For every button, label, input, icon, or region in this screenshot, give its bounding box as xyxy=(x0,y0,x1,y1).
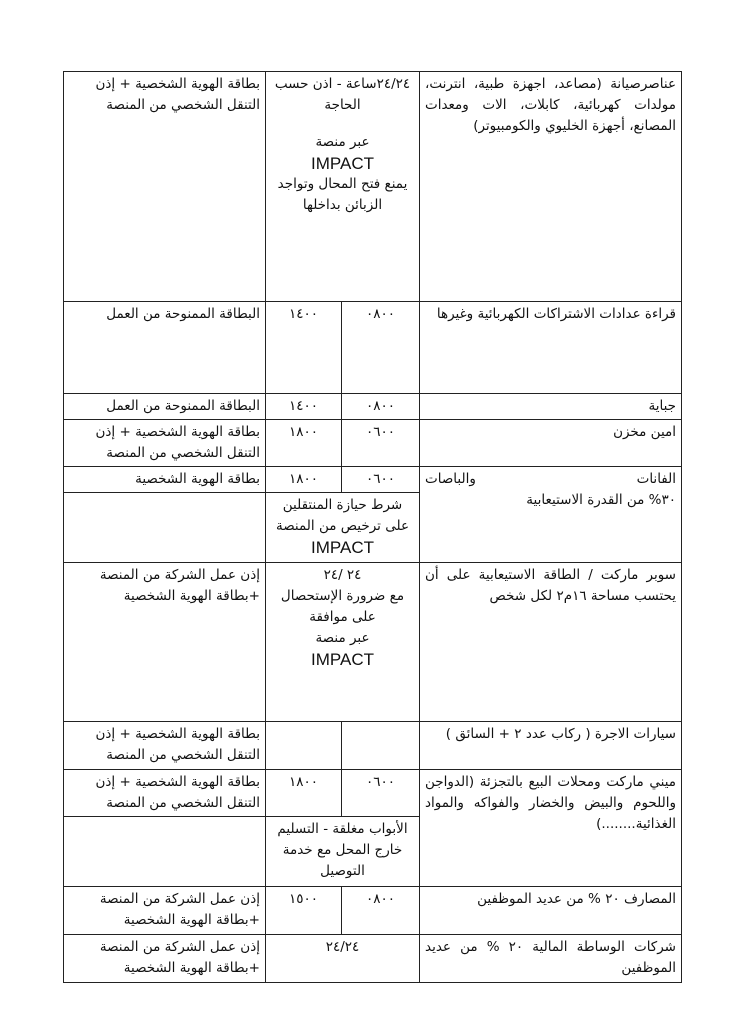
table-row xyxy=(64,563,682,722)
table-row xyxy=(64,72,682,302)
document-cell: بطاقة الهوية الشخصية xyxy=(64,467,266,493)
hours-cell xyxy=(266,72,420,302)
start-time-cell: ٠٨٠٠ xyxy=(342,302,420,394)
activity-cell: عناصرصيانة (مصاعد، اجهزة طبية، انترنت، مولدات كهربائية، كابلات، الات ومعدات المصانع، أجهزة الخليوي والكومبيوتر) xyxy=(420,72,682,302)
start-time-cell: ٠٦٠٠ xyxy=(342,770,420,817)
document-cell: إذن عمل الشركة من المنصة +بطاقة الهوية الشخصية xyxy=(64,935,266,983)
empty-cell xyxy=(64,493,266,563)
activity-cell xyxy=(420,467,682,563)
start-time-cell: ٠٦٠٠ xyxy=(342,420,420,467)
activity-cell: قراءة عدادات الاشتراكات الكهربائية وغيرها xyxy=(420,302,682,394)
activity-cell: ميني ماركت ومحلات البيع بالتجزئة (الدواجن واللحوم والبيض والخضار والفواكه والمواد الغذائية........) xyxy=(420,770,682,887)
document-cell: إذن عمل الشركة من المنصة +بطاقة الهوية الشخصية xyxy=(64,887,266,935)
start-time-cell: ٠٨٠٠ xyxy=(342,394,420,420)
table-row xyxy=(64,467,682,493)
platform-name: IMPACT xyxy=(311,154,374,173)
platform-name: IMPACT xyxy=(311,650,374,669)
platform-name: IMPACT xyxy=(311,538,374,557)
table-row xyxy=(64,420,682,467)
hours-text: ٢٤/٢٤ساعة - اذن حسب الحاجة xyxy=(274,76,411,113)
start-time-cell xyxy=(342,722,420,770)
end-time-cell: ١٨٠٠ xyxy=(266,420,342,467)
activity-cell: شركات الوساطة المالية ٢٠ % من عديد الموظفين xyxy=(420,935,682,983)
table-row xyxy=(64,770,682,817)
document-cell: البطاقة الممنوحة من العمل xyxy=(64,394,266,420)
document-cell: بطاقة الهوية الشخصية + إذن التنقل الشخصي من المنصة xyxy=(64,72,266,302)
activity-cell: سيارات الاجرة ( ركاب عدد ٢ + السائق ) xyxy=(420,722,682,770)
condition-cell: الأبواب مغلقة - التسليم خارج المحل مع خدمة التوصيل xyxy=(266,817,420,887)
capacity-text: ٣٠% من القدرة الاستيعابية xyxy=(526,492,676,508)
document-cell: بطاقة الهوية الشخصية + إذن التنقل الشخصي من المنصة xyxy=(64,770,266,817)
document-cell: بطاقة الهوية الشخصية + إذن التنقل الشخصي من المنصة xyxy=(64,420,266,467)
table-row xyxy=(64,887,682,935)
activity-part: الفانات xyxy=(636,471,676,487)
document-cell: إذن عمل الشركة من المنصة +بطاقة الهوية الشخصية xyxy=(64,563,266,722)
document-cell: بطاقة الهوية الشخصية + إذن التنقل الشخصي من المنصة xyxy=(64,722,266,770)
end-time-cell xyxy=(266,722,342,770)
hours-cell: ٢٤/٢٤ xyxy=(266,935,420,983)
condition-text: شرط حيازة المنتقلين على ترخيص من المنصة xyxy=(275,497,409,534)
document-cell: البطاقة الممنوحة من العمل xyxy=(64,302,266,394)
activity-cell: المصارف ٢٠ % من عديد الموظفين xyxy=(420,887,682,935)
condition-text: يمنع فتح المحال وتواجد الزبائن بداخلها xyxy=(277,176,408,213)
hours-text: ٢٤ /٢٤ xyxy=(323,567,362,583)
end-time-cell: ١٨٠٠ xyxy=(266,467,342,493)
activity-part: والباصات xyxy=(425,471,476,487)
activity-cell: سوبر ماركت / الطاقة الاستيعابية على أن يحتسب مساحة ١٦م٢ لكل شخص xyxy=(420,563,682,722)
condition-cell xyxy=(266,493,420,563)
end-time-cell: ١٤٠٠ xyxy=(266,302,342,394)
table-row xyxy=(64,394,682,420)
via-platform-text: عبر منصة xyxy=(315,630,370,646)
empty-cell xyxy=(64,817,266,887)
activity-heading xyxy=(425,469,676,490)
start-time-cell: ٠٨٠٠ xyxy=(342,887,420,935)
activity-cell: امين مخزن xyxy=(420,420,682,467)
table-row xyxy=(64,722,682,770)
condition-text: مع ضرورة الإستحصال على موافقة xyxy=(280,588,405,625)
activity-cell: جباية xyxy=(420,394,682,420)
table-row xyxy=(64,302,682,394)
hours-cell xyxy=(266,563,420,722)
via-platform-text: عبر منصة xyxy=(315,134,370,150)
end-time-cell: ١٨٠٠ xyxy=(266,770,342,817)
start-time-cell: ٠٦٠٠ xyxy=(342,467,420,493)
end-time-cell: ١٥٠٠ xyxy=(266,887,342,935)
end-time-cell: ١٤٠٠ xyxy=(266,394,342,420)
permits-table xyxy=(63,71,682,983)
table-row xyxy=(64,935,682,983)
